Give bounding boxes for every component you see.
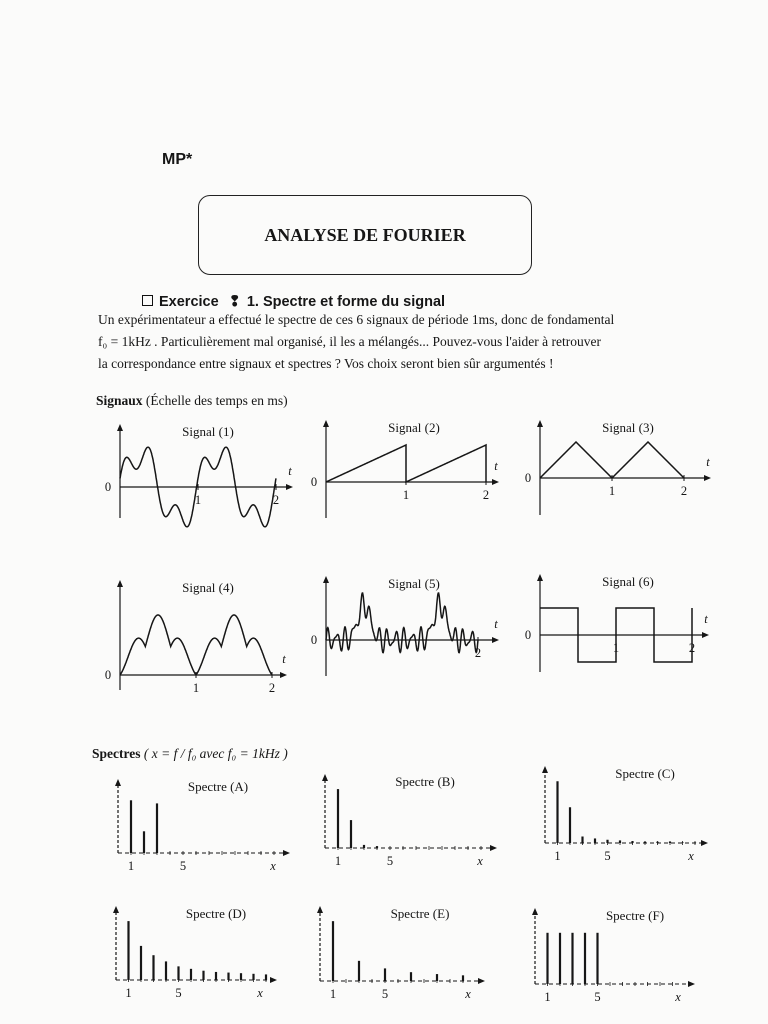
spectra-heading-formula: ( x = f / f₀ avec f₀ = 1kHz ): [143, 746, 288, 761]
time-tick-label: 2: [688, 641, 696, 655]
time-tick-label: 2: [680, 484, 688, 498]
document-title: ANALYSE DE FOURIER: [264, 224, 466, 245]
exercise-text-line-3: la correspondance entre signaux et spectres ? Vos choix seront bien sûr argumentés !: [98, 356, 554, 371]
t-axis-label: t: [704, 612, 708, 626]
time-tick-label: 1: [194, 493, 202, 507]
exercise-text-line-2: f₀ = 1kHz . Particulièrement mal organisé, il les a mélangés... Pouvez-vous l'aider à retrouver: [98, 334, 601, 349]
zero-label: 0: [310, 475, 318, 489]
axis-arrow-icon: [478, 978, 485, 984]
signal-title: Signal (2): [388, 420, 440, 435]
signal-title: Signal (5): [388, 576, 440, 591]
x-tick-label: 1: [125, 986, 132, 1000]
x-tick-label: 1: [334, 854, 342, 868]
axis-arrow-icon: [280, 672, 287, 678]
axis-arrow-icon: [317, 906, 323, 913]
x-axis-label: x: [477, 854, 483, 868]
exercise-heading: [142, 294, 445, 310]
axis-arrow-icon: [117, 580, 123, 587]
axis-arrow-icon: [323, 576, 329, 583]
signals-heading-note: (Échelle des temps en ms): [145, 393, 288, 408]
t-axis-label: t: [494, 617, 498, 631]
time-tick-label: 1: [402, 488, 410, 502]
axis-arrow-icon: [113, 906, 119, 913]
axis-arrow-icon: [270, 977, 277, 983]
signal-curve: [540, 442, 684, 478]
x-axis-label: x: [257, 986, 263, 1000]
x-tick-label: 1: [329, 987, 337, 1001]
x-tick-label: 1: [544, 990, 551, 1004]
time-tick-label: 1: [192, 681, 200, 695]
axis-arrow-icon: [702, 632, 709, 638]
signal-title: Signal (4): [182, 580, 234, 595]
axis-arrow-icon: [117, 424, 123, 431]
axis-arrow-icon: [286, 484, 293, 490]
zero-label: 0: [524, 628, 532, 642]
x-axis-label: x: [465, 987, 471, 1001]
signal-plot-1: [105, 424, 293, 527]
spectrum-plot-A: [115, 779, 290, 873]
axis-arrow-icon: [688, 981, 695, 987]
axis-arrow-icon: [283, 850, 290, 856]
signal-plot-5: [311, 576, 499, 676]
axis-arrow-icon: [492, 479, 499, 485]
axis-arrow-icon: [490, 845, 497, 851]
axis-arrow-icon: [537, 420, 543, 427]
spectra-heading-bold: Spectres: [92, 746, 141, 761]
x-tick-label: 5: [175, 986, 182, 1000]
spectrum-title: Spectre (E): [390, 906, 450, 921]
spectrum-plot-E: [317, 906, 485, 1001]
time-tick-label: 1: [612, 641, 620, 655]
x-tick-label: 5: [179, 859, 187, 873]
axis-arrow-icon: [323, 420, 329, 427]
spectrum-plot-C: [542, 766, 708, 863]
time-tick-label: 2: [268, 681, 276, 695]
time-tick-label: 2: [272, 493, 280, 507]
spectrum-title: Spectre (C): [615, 766, 675, 781]
signal-plot-3: [525, 420, 711, 515]
signal-curve: [326, 593, 478, 653]
spectrum-plot-F: [532, 908, 695, 1004]
spectrum-title: Spectre (F): [605, 908, 665, 923]
zero-label: 0: [104, 668, 112, 682]
document-title-box: [198, 195, 532, 275]
spectrum-title: Spectre (D): [185, 906, 247, 921]
exercise-text-line-1: Un expérimentateur a effectué le spectre de ces 6 signaux de période 1ms, donc de fondamental: [98, 312, 615, 327]
signals-heading-bold: Signaux: [96, 393, 143, 408]
exercise-title: 1. Spectre et forme du signal: [246, 294, 446, 310]
t-axis-label: t: [494, 459, 498, 473]
signal-title: Signal (6): [602, 574, 654, 589]
time-tick-label: 1: [608, 484, 616, 498]
signal-title: Signal (1): [182, 424, 234, 439]
zero-label: 0: [524, 471, 532, 485]
axis-arrow-icon: [542, 766, 548, 773]
spectra-figure: [0, 760, 768, 1024]
signal-plot-2: [311, 420, 499, 518]
signal-curve: [120, 615, 272, 675]
x-tick-label: 5: [386, 854, 394, 868]
t-axis-label: t: [288, 464, 292, 478]
class-label: MP*: [162, 151, 193, 168]
axis-arrow-icon: [532, 908, 538, 915]
axis-arrow-icon: [704, 475, 711, 481]
axis-arrow-icon: [322, 774, 328, 781]
spectrum-title: Spectre (B): [395, 774, 455, 789]
spectrum-plot-B: [322, 774, 497, 868]
spectrum-title: Spectre (A): [187, 779, 249, 794]
t-axis-label: t: [706, 455, 710, 469]
x-tick-label: 1: [554, 849, 561, 863]
signal-plot-4: [105, 580, 287, 695]
x-tick-label: 1: [127, 859, 135, 873]
x-tick-label: 5: [604, 849, 611, 863]
axis-arrow-icon: [492, 637, 499, 643]
signals-heading: [96, 393, 288, 409]
signals-figure: [0, 410, 768, 710]
signal-plot-6: [525, 574, 709, 672]
x-axis-label: x: [688, 849, 694, 863]
axis-arrow-icon: [537, 574, 543, 581]
x-tick-label: 5: [594, 990, 601, 1004]
t-axis-label: t: [282, 652, 286, 666]
signal-title: Signal (3): [602, 420, 654, 435]
x-axis-label: x: [270, 859, 276, 873]
zero-label: 0: [310, 633, 318, 647]
exercise-label: Exercice: [159, 294, 219, 310]
exercise-glyph: ❢: [228, 294, 241, 310]
time-tick-label: 2: [474, 646, 482, 660]
x-axis-label: x: [675, 990, 681, 1004]
spectrum-plot-D: [113, 906, 277, 1000]
axis-arrow-icon: [115, 779, 121, 786]
checkbox-square-icon: [142, 295, 153, 306]
time-tick-label: 2: [482, 488, 490, 502]
signal-curve: [326, 445, 486, 482]
x-tick-label: 5: [381, 987, 389, 1001]
axis-arrow-icon: [701, 840, 708, 846]
zero-label: 0: [104, 480, 112, 494]
